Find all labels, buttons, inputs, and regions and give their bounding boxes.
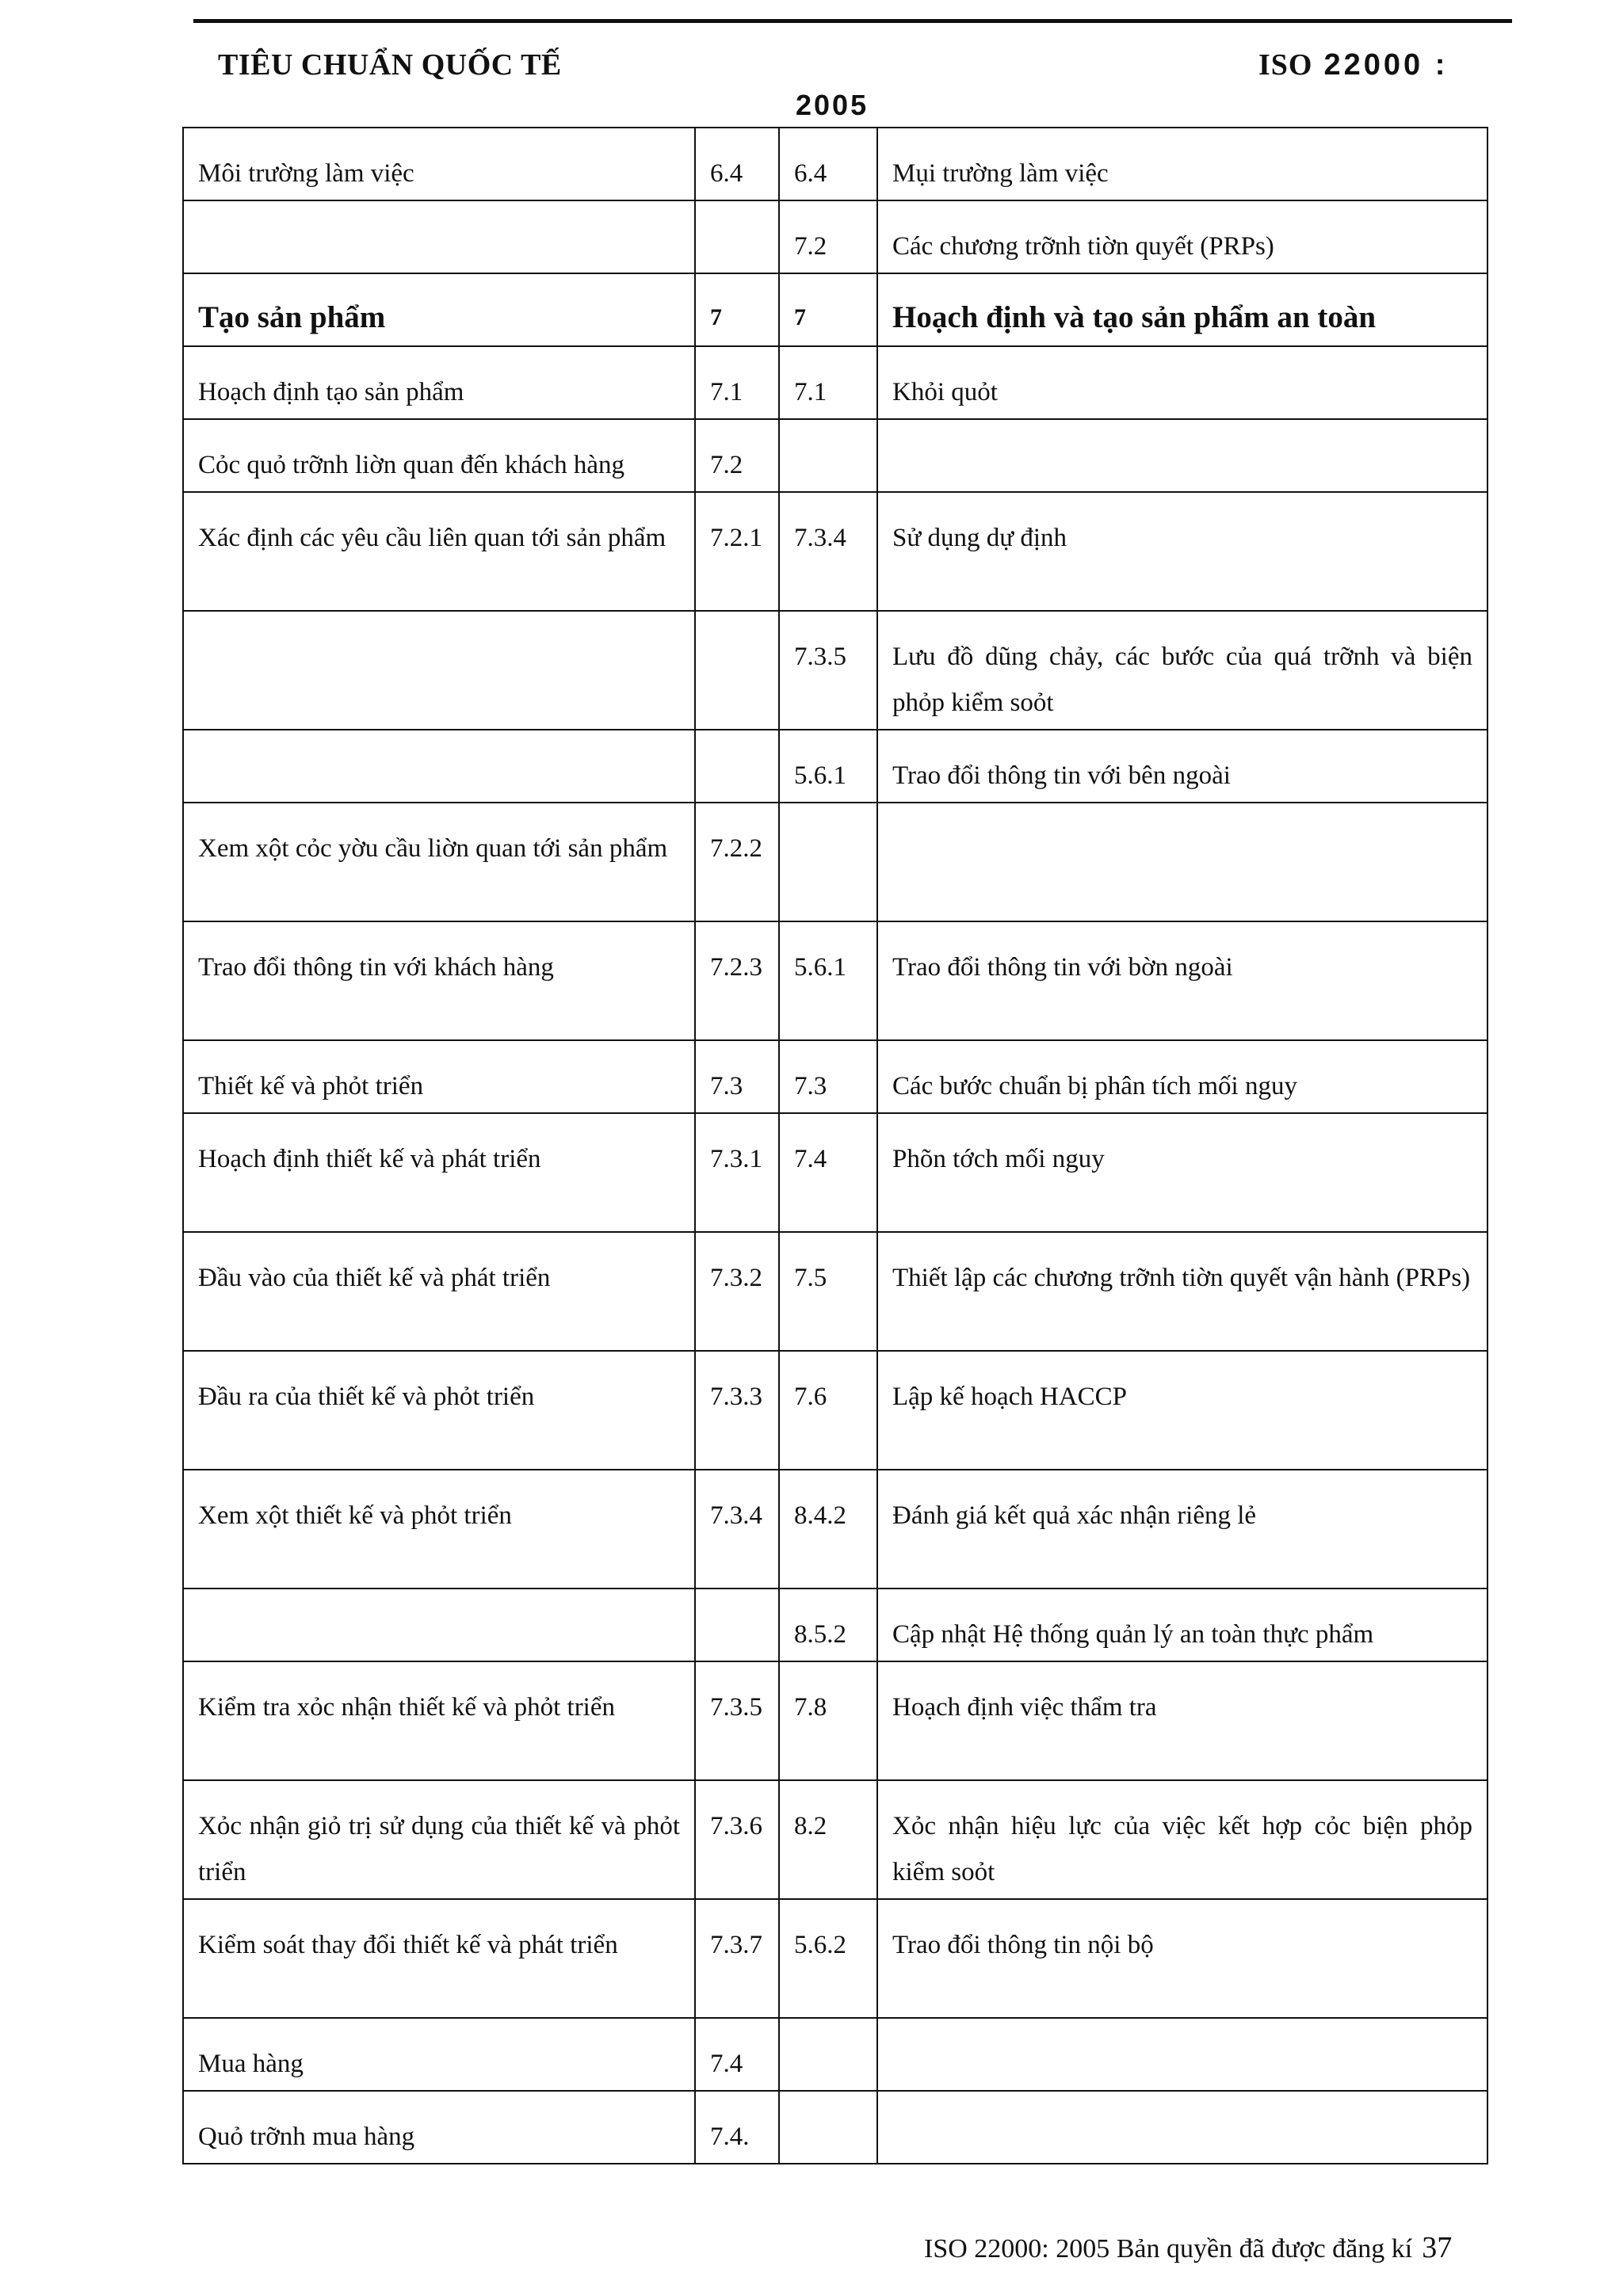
table-row bbox=[183, 803, 1487, 921]
iso22000-clause-number: 8.4.2 bbox=[779, 1470, 877, 1589]
iso9001-clause-number bbox=[695, 200, 779, 273]
table-row bbox=[183, 730, 1487, 803]
iso22000-clause-title: Hoạch định việc thẩm tra bbox=[877, 1661, 1487, 1780]
table-row bbox=[183, 273, 1487, 346]
iso9001-clause-title: Kiểm soát thay đổi thiết kế và phát triển bbox=[183, 1899, 695, 2018]
iso22000-clause-number: 7.5 bbox=[779, 1232, 877, 1351]
table-body bbox=[183, 128, 1487, 2164]
standard-year: 2005 bbox=[796, 89, 869, 121]
iso9001-clause-title: Xem xột cỏc yờu cầu liờn quan tới sản phẩm bbox=[183, 803, 695, 921]
iso9001-clause-number: 7.3.3 bbox=[695, 1351, 779, 1470]
iso9001-clause-number: 7.3.7 bbox=[695, 1899, 779, 2018]
iso22000-clause-title: Mụi trường làm việc bbox=[877, 128, 1487, 200]
iso9001-clause-title bbox=[183, 611, 695, 730]
iso9001-clause-number: 7.3.6 bbox=[695, 1780, 779, 1899]
iso22000-clause-number: 7.8 bbox=[779, 1661, 877, 1780]
table-row bbox=[183, 2091, 1487, 2164]
iso9001-clause-number: 7 bbox=[695, 273, 779, 346]
table-row bbox=[183, 1780, 1487, 1899]
iso-label: ISO bbox=[1258, 48, 1313, 82]
table-row bbox=[183, 200, 1487, 273]
iso9001-clause-title bbox=[183, 200, 695, 273]
iso9001-clause-title: Xỏc nhận giỏ trị sử dụng của thiết kế và phỏt triển bbox=[183, 1780, 695, 1899]
iso22000-clause-number: 5.6.2 bbox=[779, 1899, 877, 2018]
iso9001-clause-title: Xác định các yêu cầu liên quan tới sản phẩm bbox=[183, 492, 695, 611]
iso9001-clause-number: 7.4. bbox=[695, 2091, 779, 2164]
iso9001-clause-title: Hoạch định tạo sản phẩm bbox=[183, 346, 695, 419]
iso22000-clause-title: Sử dụng dự định bbox=[877, 492, 1487, 611]
table-row bbox=[183, 1899, 1487, 2018]
iso9001-clause-title: Thiết kế và phỏt triển bbox=[183, 1040, 695, 1113]
iso22000-clause-number: 8.2 bbox=[779, 1780, 877, 1899]
iso22000-clause-title: Trao đổi thông tin với bên ngoài bbox=[877, 730, 1487, 803]
iso22000-clause-number: 7.4 bbox=[779, 1113, 877, 1232]
iso9001-clause-title: Quỏ trỡnh mua hàng bbox=[183, 2091, 695, 2164]
iso9001-clause-number: 7.2.1 bbox=[695, 492, 779, 611]
iso22000-clause-title: Phõn tớch mối nguy bbox=[877, 1113, 1487, 1232]
iso9001-clause-title: Đầu vào của thiết kế và phát triển bbox=[183, 1232, 695, 1351]
page-footer bbox=[924, 2230, 1452, 2265]
table-row bbox=[183, 492, 1487, 611]
table-row bbox=[183, 1661, 1487, 1780]
iso-number: 22000 : bbox=[1323, 48, 1449, 82]
table-row bbox=[183, 1040, 1487, 1113]
iso22000-clause-number bbox=[779, 2091, 877, 2164]
iso22000-clause-title bbox=[877, 2018, 1487, 2091]
iso9001-clause-number: 7.1 bbox=[695, 346, 779, 419]
iso9001-clause-number: 7.4 bbox=[695, 2018, 779, 2091]
iso9001-clause-number bbox=[695, 730, 779, 803]
iso22000-clause-number: 7.2 bbox=[779, 200, 877, 273]
iso9001-clause-title: Hoạch định thiết kế và phát triển bbox=[183, 1113, 695, 1232]
iso22000-clause-title bbox=[877, 419, 1487, 492]
iso9001-clause-number: 7.2.3 bbox=[695, 921, 779, 1040]
iso9001-clause-number: 7.3.5 bbox=[695, 1661, 779, 1780]
iso9001-clause-number: 7.3 bbox=[695, 1040, 779, 1113]
clause-correspondence-table bbox=[182, 127, 1488, 2164]
iso9001-clause-number: 7.3.4 bbox=[695, 1470, 779, 1589]
iso9001-clause-number: 7.2.2 bbox=[695, 803, 779, 921]
iso22000-clause-number bbox=[779, 2018, 877, 2091]
iso9001-clause-title: Kiểm tra xỏc nhận thiết kế và phỏt triển bbox=[183, 1661, 695, 1780]
table-row bbox=[183, 419, 1487, 492]
iso9001-clause-number: 7.3.1 bbox=[695, 1113, 779, 1232]
iso22000-clause-title: Lưu đồ dũng chảy, các bước của quá trỡnh và biện phỏp kiểm soỏt bbox=[877, 611, 1487, 730]
table-row bbox=[183, 611, 1487, 730]
iso22000-clause-number: 7.3 bbox=[779, 1040, 877, 1113]
iso22000-clause-title: Trao đổi thông tin nội bộ bbox=[877, 1899, 1487, 2018]
iso22000-clause-number: 7.3.4 bbox=[779, 492, 877, 611]
iso22000-clause-number: 7.6 bbox=[779, 1351, 877, 1470]
table-row bbox=[183, 1351, 1487, 1470]
table-row bbox=[183, 128, 1487, 200]
iso22000-clause-number bbox=[779, 419, 877, 492]
table-row bbox=[183, 2018, 1487, 2091]
iso22000-clause-title: Đánh giá kết quả xác nhận riêng lẻ bbox=[877, 1470, 1487, 1589]
iso22000-clause-number: 5.6.1 bbox=[779, 921, 877, 1040]
iso9001-clause-title: Xem xột thiết kế và phỏt triển bbox=[183, 1470, 695, 1589]
iso9001-clause-title bbox=[183, 1589, 695, 1661]
iso9001-clause-number bbox=[695, 1589, 779, 1661]
iso9001-clause-title: Tạo sản phẩm bbox=[183, 273, 695, 346]
iso9001-clause-title: Cỏc quỏ trỡnh liờn quan đến khách hàng bbox=[183, 419, 695, 492]
iso22000-clause-number bbox=[779, 803, 877, 921]
table-row bbox=[183, 346, 1487, 419]
iso22000-clause-number: 6.4 bbox=[779, 128, 877, 200]
iso22000-clause-title bbox=[877, 803, 1487, 921]
iso22000-clause-title: Xỏc nhận hiệu lực của việc kết hợp cỏc biện phỏp kiểm soỏt bbox=[877, 1780, 1487, 1899]
page-number: 37 bbox=[1422, 2231, 1453, 2264]
table-row bbox=[183, 921, 1487, 1040]
iso9001-clause-title: Môi trường làm việc bbox=[183, 128, 695, 200]
iso9001-clause-title: Đầu ra của thiết kế và phỏt triển bbox=[183, 1351, 695, 1470]
iso22000-clause-title bbox=[877, 2091, 1487, 2164]
iso22000-clause-number: 8.5.2 bbox=[779, 1589, 877, 1661]
iso22000-clause-title: Các bước chuẩn bị phân tích mối nguy bbox=[877, 1040, 1487, 1113]
iso9001-clause-number: 6.4 bbox=[695, 128, 779, 200]
table-row bbox=[183, 1113, 1487, 1232]
iso9001-clause-title: Trao đổi thông tin với khách hàng bbox=[183, 921, 695, 1040]
iso22000-clause-number: 7 bbox=[779, 273, 877, 346]
copyright-notice: ISO 22000: 2005 Bản quyền đã được đăng kí bbox=[924, 2234, 1413, 2264]
table-row bbox=[183, 1232, 1487, 1351]
iso22000-clause-title: Thiết lập các chương trỡnh tiờn quyết vận hành (PRPs) bbox=[877, 1232, 1487, 1351]
iso9001-clause-number bbox=[695, 611, 779, 730]
iso22000-clause-title: Lập kế hoạch HACCP bbox=[877, 1351, 1487, 1470]
iso22000-clause-title: Khỏi quỏt bbox=[877, 346, 1487, 419]
header-rule bbox=[193, 19, 1512, 23]
iso22000-clause-title: Trao đổi thông tin với bờn ngoài bbox=[877, 921, 1487, 1040]
iso9001-clause-title bbox=[183, 730, 695, 803]
iso22000-clause-title: Các chương trỡnh tiờn quyết (PRPs) bbox=[877, 200, 1487, 273]
iso9001-clause-number: 7.3.2 bbox=[695, 1232, 779, 1351]
iso9001-clause-title: Mua hàng bbox=[183, 2018, 695, 2091]
iso22000-clause-number: 7.3.5 bbox=[779, 611, 877, 730]
iso22000-clause-title: Cập nhật Hệ thống quản lý an toàn thực phẩm bbox=[877, 1589, 1487, 1661]
standard-title: TIÊU CHUẨN QUỐC TẾ bbox=[218, 48, 562, 82]
table-row bbox=[183, 1589, 1487, 1661]
table-row bbox=[183, 1470, 1487, 1589]
iso22000-clause-title: Hoạch định và tạo sản phẩm an toàn bbox=[877, 273, 1487, 346]
iso22000-clause-number: 7.1 bbox=[779, 346, 877, 419]
standard-code bbox=[1258, 48, 1448, 82]
iso9001-clause-number: 7.2 bbox=[695, 419, 779, 492]
iso22000-clause-number: 5.6.1 bbox=[779, 730, 877, 803]
